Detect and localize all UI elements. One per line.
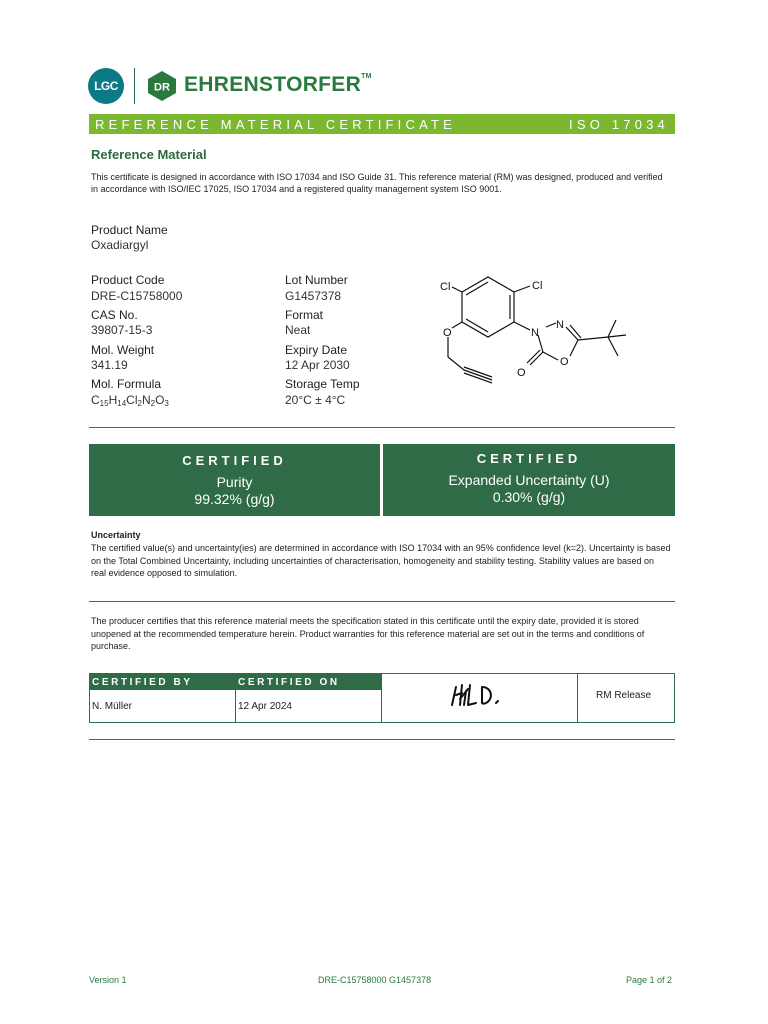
formula-o-count: 3 [164,399,169,408]
brand-tm: TM [361,73,372,80]
ring-oxygen-atom: O [560,356,569,368]
product-name-label: Product Name [91,223,168,237]
banner-standard: ISO 17034 [569,116,669,132]
formula-o: O [155,393,165,407]
certified-purity-box [89,444,380,516]
reference-material-intro: This certificate is designed in accordance with ISO 17034 and ISO Guide 31. This reference material (RM) was designed, produced and verified in accordance with ISO/IEC 17025, ISO 17034 and a registered quality management system ISO 9001. [91,172,663,194]
handwritten-signature [448,681,508,711]
certificate-banner [89,114,675,134]
mol-weight-label: Mol. Weight [91,343,155,357]
formula-h-count: 14 [117,399,127,408]
table-divider [235,674,236,723]
lgc-logo: LGC [88,68,124,104]
footer-version: Version 1 [89,975,127,985]
formula-n: N [141,393,151,407]
table-divider [381,674,382,723]
product-code-value: DRE-C15758000 [91,289,183,303]
format-label: Format [285,308,324,322]
divider-rule [89,601,675,602]
banner-title: REFERENCE MATERIAL CERTIFICATE [95,116,456,132]
formula-cl: Cl [126,393,138,407]
formula-n-count: 2 [150,399,156,408]
divider-rule [89,427,675,428]
cas-value: 39807-15-3 [91,323,153,337]
dr-ehrenstorfer-hexagon-logo [146,70,178,102]
lot-number-label: Lot Number [285,273,348,287]
formula-c: C [91,393,100,407]
chemical-structure-diagram [430,272,630,392]
footer-document-id: DRE-C15758000 G1457378 [318,975,432,985]
certified-uncertainty-value: 0.30% (g/g) [492,489,566,505]
formula-h: H [108,393,118,407]
chlorine-atom-left: Cl [440,281,451,293]
mol-formula-value [91,393,169,408]
rm-release-label: RM Release [596,690,652,701]
certified-by-value: N. Müller [92,701,133,712]
brand-name-text: EHRENSTORFER [184,73,362,96]
certified-by-header: CERTIFIED BY [90,674,236,690]
format-value: Neat [285,323,311,337]
product-code-label: Product Code [91,273,165,287]
table-divider [577,674,578,723]
signoff-table [89,673,675,723]
mol-weight-value: 341.19 [91,358,128,372]
uncertainty-text: The certified value(s) and uncertainty(ies) are determined in accordance with ISO 17034 with an 95% confidence level (k=2). Uncertainty is based on the Total Combined Uncertainty, including uncertainties of characterisation, homogeneity and stability testing. Stability values are based on real evidence opposed to simulation. [91,543,671,578]
chlorine-atom-right: Cl [532,280,543,292]
expiry-date-value: 12 Apr 2030 [285,358,350,372]
certified-purity-value: 99.32% (g/g) [194,491,275,507]
nitrogen-atom-right: N [556,319,564,331]
carbonyl-oxygen-atom: O [517,367,526,379]
logo-divider [134,68,135,104]
lot-number-value: G1457378 [285,289,342,303]
dr-logo-text: DR [154,81,170,94]
formula-cl-count: 2 [137,399,142,408]
certified-uncertainty-title: CERTIFIED [476,451,582,466]
nitrogen-atom-left: N [531,327,539,339]
footer-page-number: Page 1 of 2 [626,975,673,985]
reference-material-heading: Reference Material [91,147,207,162]
brand-name [184,73,372,97]
certified-purity-title: CERTIFIED [182,453,287,468]
storage-temp-value: 20°C ± 4°C [285,393,346,407]
certified-uncertainty-name: Expanded Uncertainty (U) [448,472,610,488]
cas-label: CAS No. [91,308,138,322]
certified-uncertainty-box [383,444,675,516]
expiry-date-label: Expiry Date [285,343,348,357]
formula-c-count: 15 [99,399,109,408]
product-name-value: Oxadiargyl [91,238,149,252]
storage-temp-label: Storage Temp [285,377,360,391]
uncertainty-heading: Uncertainty [91,530,141,540]
certified-on-header: CERTIFIED ON [236,674,381,690]
certified-purity-name: Purity [216,474,253,490]
producer-statement: The producer certifies that this reference material meets the specification stated in this certificate until the expiry date, provided it is stored unopened at the recommended temperature herein. Product warranties for this reference material are set out in the terms and conditions of purchase. [91,616,645,651]
mol-formula-label: Mol. Formula [91,377,162,391]
certified-on-value: 12 Apr 2024 [238,701,292,712]
ether-oxygen-atom: O [443,327,452,339]
divider-rule [89,739,675,740]
